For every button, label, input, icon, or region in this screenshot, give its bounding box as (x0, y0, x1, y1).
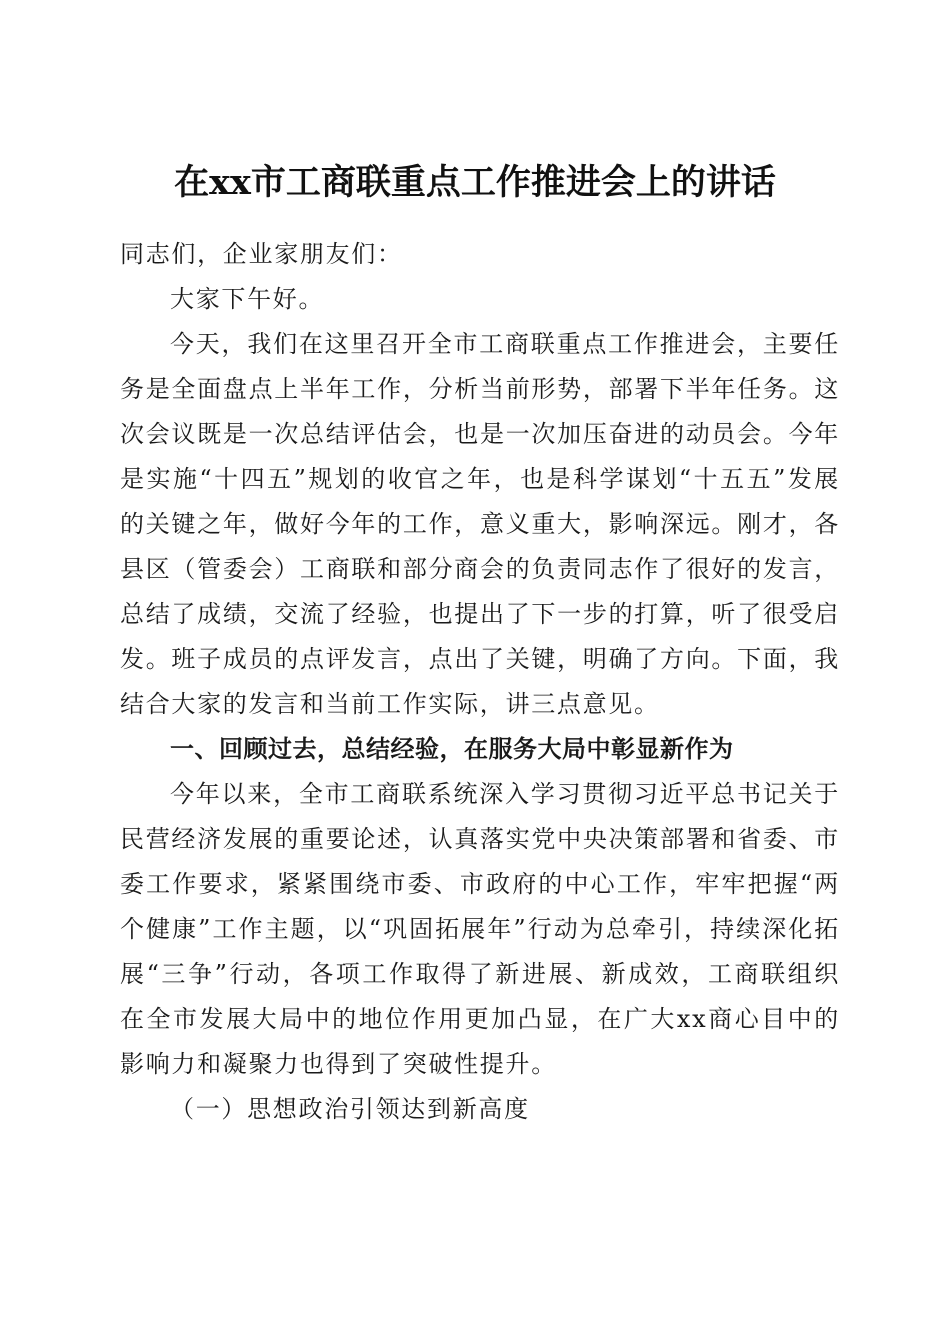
intro-paragraph: 今天，我们在这里召开全市工商联重点工作推进会，主要任务是全面盘点上半年工作，分析当前形势，部署下半年任务。这次会议既是一次总结评估会，也是一次加压奋进的动员会。今年是实施“十四五”规划的收官之年，也是科学谋划“十五五”发展的关键之年，做好今年的工作，意义重大，影响深远。刚才，各县区（管委会）工商联和部分商会的负责同志作了很好的发言，总结了成绩，交流了经验，也提出了下一步的打算，听了很受启发。班子成员的点评发言，点出了关键，明确了方向。下面，我结合大家的发言和当前工作实际，讲三点意见。 (120, 330, 840, 718)
section-heading-1: 一、回顾过去，总结经验，在服务大局中彰显新作为 (170, 735, 734, 763)
document-title: 在xx市工商联重点工作推进会上的讲话 (174, 162, 776, 204)
document-body (120, 232, 840, 1132)
salutation: 同志们，企业家朋友们： (120, 240, 403, 268)
section-1-paragraph: 今年以来，全市工商联系统深入学习贯彻习近平总书记关于民营经济发展的重要论述，认真落实党中央决策部署和省委、市委工作要求，紧紧围绕市委、市政府的中心工作，牢牢把握“两个健康”工作主题，以“巩固拓展年”行动为总牵引，持续深化拓展“三争”行动，各项工作取得了新进展、新成效，工商联组织在全市发展大局中的地位作用更加凸显，在广大xx商心目中的影响力和凝聚力也得到了突破性提升。 (120, 780, 840, 1078)
greeting: 大家下午好。 (170, 285, 325, 313)
subsection-heading-1: （一）思想政治引领达到新高度 (170, 1095, 530, 1123)
